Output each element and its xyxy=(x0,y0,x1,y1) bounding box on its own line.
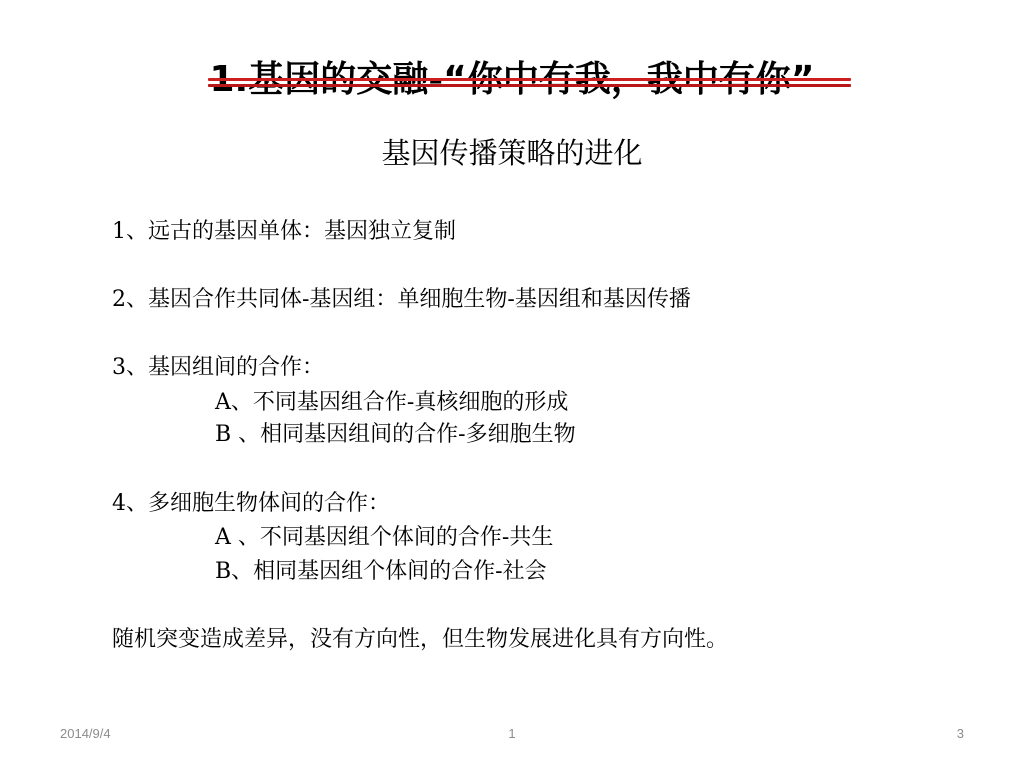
point-3a-eukaryotic-cell-formation: A、不同基因组合作-真核细胞的形成 xyxy=(215,390,569,415)
title-strikethrough-line-upper xyxy=(208,78,851,81)
point-2-gene-cooperation-genome: 2、基因合作共同体-基因组：单细胞生物-基因组和基因传播 xyxy=(112,287,691,312)
point-4-inter-organism-cooperation: 4、多细胞生物体间的合作： xyxy=(112,491,390,516)
point-3b-multicellular-organism: B 、相同基因组间的合作-多细胞生物 xyxy=(215,422,576,447)
title-strikethrough-line-lower xyxy=(208,84,851,87)
point-1-ancient-gene-units: 1、远古的基因单体：基因独立复制 xyxy=(112,219,456,244)
point-4a-symbiosis: A 、不同基因组个体间的合作-共生 xyxy=(215,525,554,550)
footer-page-number: 3 xyxy=(956,726,964,741)
point-3-inter-genome-cooperation: 3、基因组间的合作： xyxy=(112,355,324,380)
footer-date: 2014/9/4 xyxy=(60,726,111,741)
point-4b-society: B、相同基因组个体间的合作-社会 xyxy=(215,559,547,584)
slide-subtitle: 基因传播策略的进化 xyxy=(381,136,643,170)
footer-center-number: 1 xyxy=(508,726,516,741)
conclusion-random-mutation: 随机突变造成差异，没有方向性，但生物发展进化具有方向性。 xyxy=(112,627,729,652)
